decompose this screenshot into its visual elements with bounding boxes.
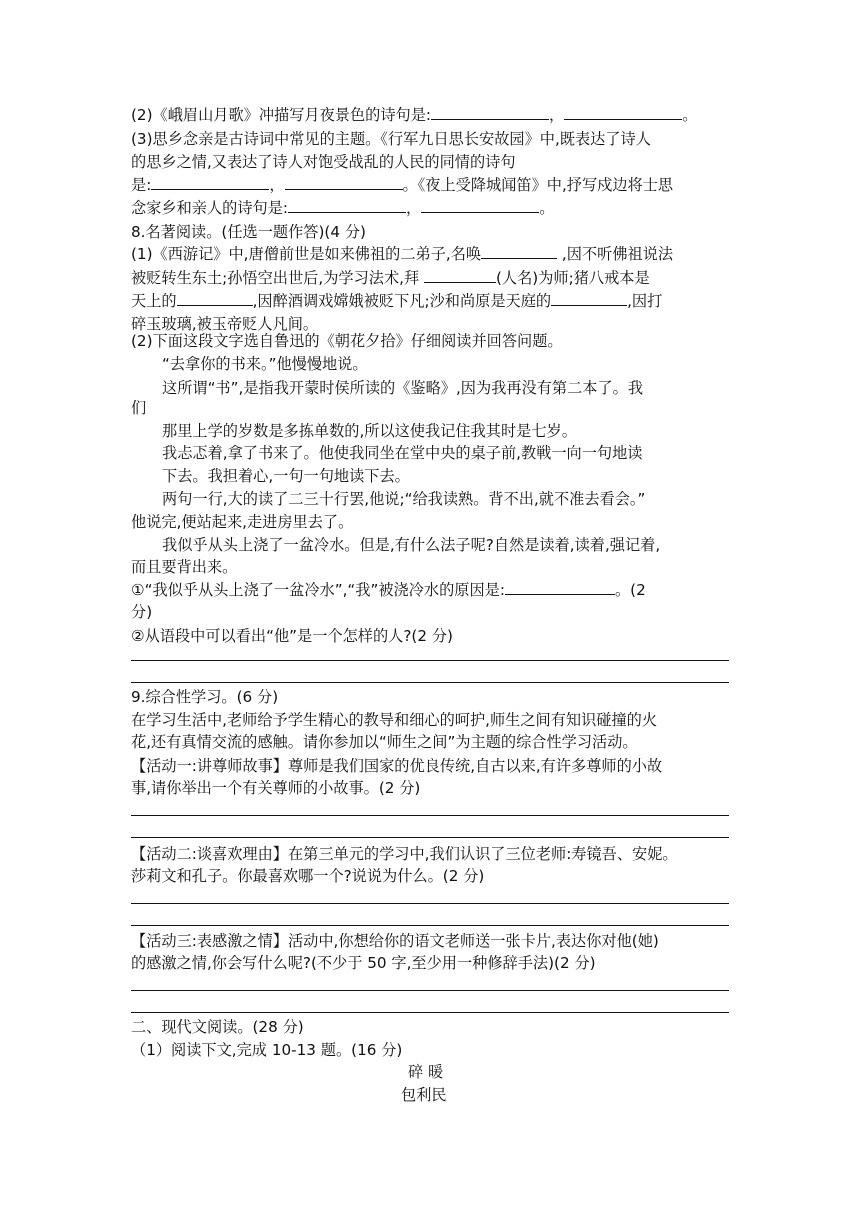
text-line: 碎玉玻璃,被玉帝贬人凡间。 bbox=[131, 315, 319, 333]
answer-blank[interactable] bbox=[481, 243, 557, 259]
passage-line: “去拿你的书来。”他慢慢地说。 bbox=[162, 355, 368, 373]
text-line: 的感激之情,你会写什么呢?(不少于 50 字,至少用一种修辞手法)(2 分) bbox=[131, 954, 596, 972]
answer-blank[interactable] bbox=[551, 290, 627, 306]
answer-blank[interactable] bbox=[288, 197, 406, 213]
passage-line: 我似乎从头上浇了一盆冷水。但是,有什么法子呢?自然是读着,读着,强记着, bbox=[162, 536, 661, 554]
answer-blank[interactable] bbox=[424, 267, 496, 283]
text: ， bbox=[549, 106, 565, 124]
line-homesick-theme: (3)思乡念亲是古诗词中常见的主题。《行军九日思长安故园》中,既表达了诗人 bbox=[131, 130, 651, 148]
answer-blank[interactable] bbox=[421, 197, 539, 213]
answer-line[interactable] bbox=[131, 815, 729, 816]
article-title: 碎 暖 bbox=[408, 1063, 444, 1081]
text: 。《夜上受降城闻笛》中,抒写戍边将士思 bbox=[402, 176, 674, 194]
line-fill-poem bbox=[131, 174, 741, 196]
answer-line[interactable] bbox=[131, 903, 729, 904]
passage-line: 那里上学的岁数是多拣单数的,所以这使我记住我其时是七岁。 bbox=[162, 422, 577, 440]
text: (1)《西游记》中,唐僧前世是如来佛祖的二弟子,名唤 bbox=[131, 245, 482, 263]
question-8-heading: 8.名著阅读。(任选一题作答)(4 分) bbox=[131, 223, 366, 241]
text: ,因打 bbox=[627, 292, 663, 310]
text: ①“我似乎从头上浇了一盆冷水”,“我”被浇冷水的原因是: bbox=[131, 581, 505, 599]
passage-line: 下去。我担着心,一句一句地读下去。 bbox=[162, 467, 410, 485]
answer-line[interactable] bbox=[131, 925, 729, 926]
article-author: 包利民 bbox=[401, 1086, 447, 1104]
text-line: 花,还有真情交流的感触。请你参加以“师生之间”为主题的综合性学习活动。 bbox=[131, 733, 638, 751]
line-xiyouji bbox=[131, 290, 741, 312]
text: 。 bbox=[539, 199, 555, 217]
answer-blank[interactable] bbox=[564, 104, 682, 120]
section-2-heading: 二、现代文阅读。(28 分) bbox=[131, 1018, 304, 1036]
activity-1: 【活动一:讲尊师故事】尊师是我们国家的优良传统,自古以来,有许多尊师的小故 bbox=[131, 757, 663, 775]
answer-blank[interactable] bbox=[151, 174, 269, 190]
text: (人名)为师;猪八戒本是 bbox=[495, 269, 650, 287]
answer-blank[interactable] bbox=[285, 174, 403, 190]
passage-line: 他说完,便站起来,走进房里去了。 bbox=[131, 513, 354, 531]
text: 。 bbox=[682, 106, 698, 124]
text-line: 莎莉文和孔子。你最喜欢哪一个?说说为什么。(2 分) bbox=[131, 867, 485, 885]
text: ,因不听佛祖说法 bbox=[557, 245, 674, 263]
passage-line: 两句一行,大的读了二三十行罢,他说;“给我读熟。背不出,就不准去看会。” bbox=[162, 490, 646, 508]
answer-line[interactable] bbox=[131, 837, 729, 838]
text: ， bbox=[269, 176, 285, 194]
answer-blank[interactable] bbox=[431, 104, 549, 120]
answer-line[interactable] bbox=[131, 660, 729, 661]
text: (2)《峨眉山月歌》冲描写月夜景色的诗句是: bbox=[131, 106, 432, 124]
line-xiyouji bbox=[131, 267, 741, 289]
passage-line: 们 bbox=[131, 399, 147, 417]
answer-line[interactable] bbox=[131, 682, 729, 683]
sub-question-1 bbox=[131, 579, 741, 601]
line-moon-poem bbox=[131, 104, 741, 126]
activity-2: 【活动二:谈喜欢理由】在第三单元的学习中,我们认识了三位老师:寿镜吾、安妮。 bbox=[131, 845, 678, 863]
activity-3: 【活动三:表感激之情】活动中,你想给你的语文老师送一张卡片,表达你对他(她) bbox=[131, 932, 659, 950]
sub-question-2: ②从语段中可以看出“他”是一个怎样的人?(2 分) bbox=[131, 627, 453, 645]
passage-line: 这所谓“书”,是指我开蒙时侯所读的《鉴略》,因为我再没有第二本了。我 bbox=[162, 379, 644, 397]
line-fill-poem bbox=[131, 197, 741, 219]
reading-instruction: （1）阅读下文,完成 10-13 题。(16 分) bbox=[131, 1041, 403, 1059]
answer-line[interactable] bbox=[131, 1012, 729, 1013]
passage-line: 我忐忑着,拿了书来了。他使我同坐在堂中央的桌子前,教戦一向一句地读 bbox=[162, 444, 643, 462]
text: 念家乡和亲人的诗句是: bbox=[131, 199, 288, 217]
text-line: 事,请你举出一个有关尊师的小故事。(2 分) bbox=[131, 779, 421, 797]
question-heading: (2)下面这段文字选自鲁迅的《朝花夕拾》仔细阅读并回答问题。 bbox=[131, 332, 563, 350]
text: 天上的 bbox=[131, 292, 177, 310]
answer-blank[interactable] bbox=[177, 290, 253, 306]
text-line: 在学习生活中,老师给予学生精心的教导和细心的呵护,师生之间有知识碰撞的火 bbox=[131, 711, 658, 729]
text: ,因醉酒调戏嫦娥被贬下凡;沙和尚原是天庭的 bbox=[252, 292, 552, 310]
answer-blank[interactable] bbox=[505, 579, 615, 595]
text: ， bbox=[406, 199, 422, 217]
text: 是: bbox=[131, 176, 152, 194]
text: 被贬转生东土;孙悟空出世后,为学习法术,拜 bbox=[131, 269, 424, 287]
text: 。(2 bbox=[614, 581, 646, 599]
answer-line[interactable] bbox=[131, 990, 729, 991]
text-line: 分) bbox=[131, 603, 153, 621]
line-xiyouji bbox=[131, 243, 741, 265]
question-9-heading: 9.综合性学习。(6 分) bbox=[131, 688, 279, 706]
passage-line: 而且要背出来。 bbox=[131, 558, 238, 576]
text-line: 的思乡之情,又表达了诗人对饱受战乱的人民的同情的诗句 bbox=[131, 153, 516, 171]
